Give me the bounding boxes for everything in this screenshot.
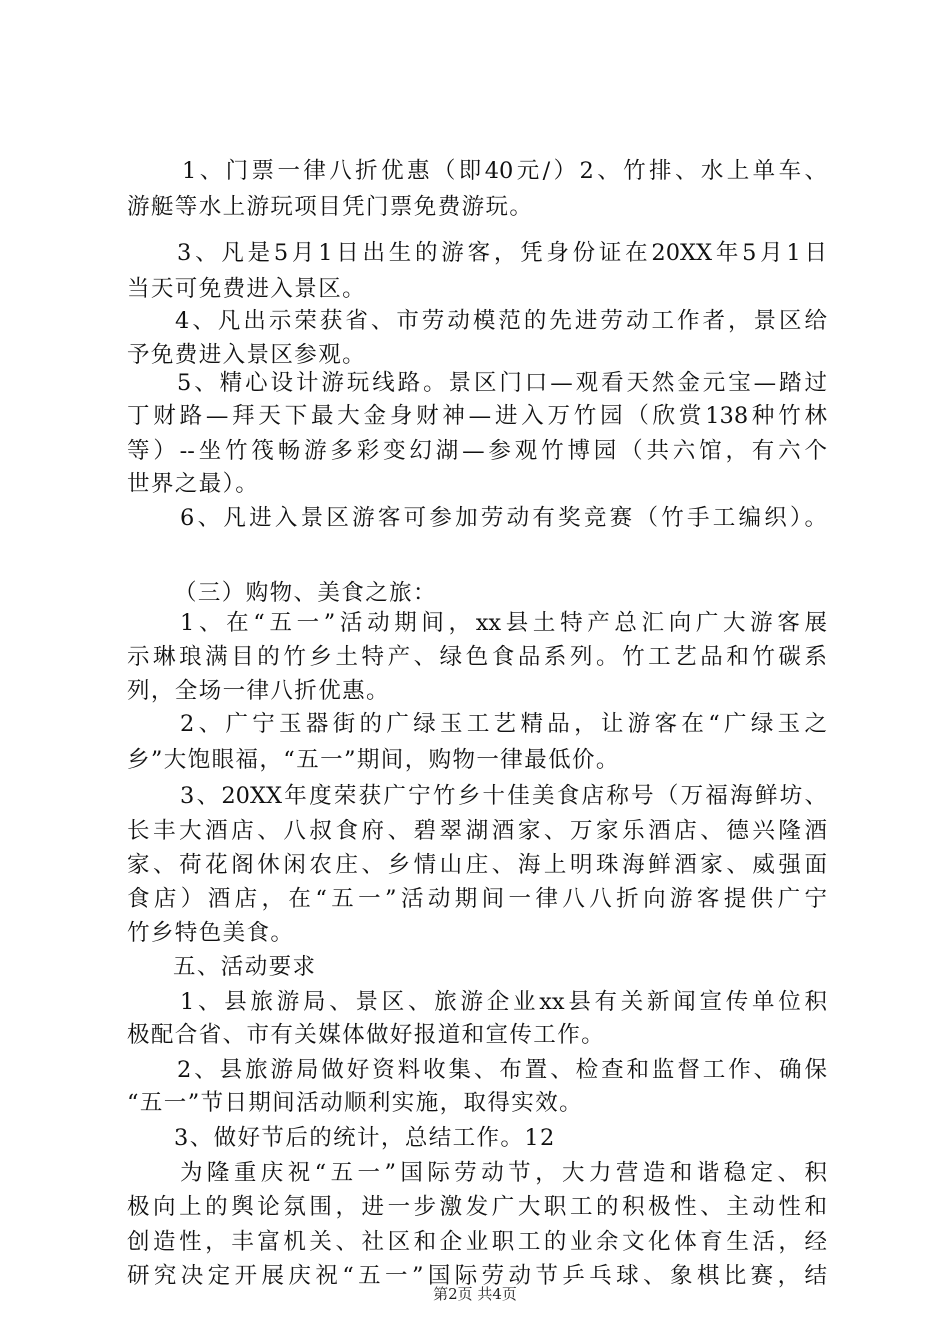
- section-heading: （三）购物、美食之旅：: [174, 580, 437, 606]
- text-line: 世界之最）。: [127, 471, 260, 497]
- text-line: 1、在“五一”活动期间，xx县土特产总汇向广大游客展: [180, 610, 827, 636]
- text-line: 当天可免费进入景区。: [127, 276, 367, 302]
- text-line: 研究决定开展庆祝“五一”国际劳动节乒乓球、象棋比赛，结: [127, 1263, 827, 1289]
- page-number-footer: 第2页 共4页: [433, 1285, 517, 1303]
- text-line: 示琳琅满目的竹乡土特产、绿色食品系列。竹工艺品和竹碳系: [127, 644, 827, 670]
- text-line: 6、凡进入景区游客可参加劳动有奖竞赛（竹手工编织）。: [180, 505, 827, 531]
- text-line: 3、凡是5月1日出生的游客，凭身份证在20XX年5月1日: [177, 240, 827, 266]
- text-line: 列，全场一律八折优惠。: [127, 678, 390, 704]
- text-line: 食店）酒店，在“五一”活动期间一律八八折向游客提供广宁: [127, 886, 827, 912]
- text-line: 竹乡特色美食。: [127, 920, 295, 946]
- text-line: 极向上的舆论氛围，进一步激发广大职工的积极性、主动性和: [127, 1194, 827, 1220]
- section-heading: 五、活动要求: [173, 954, 317, 980]
- text-line: 创造性，丰富机关、社区和企业职工的业余文化体育生活，经: [127, 1229, 827, 1255]
- text-line: 2、县旅游局做好资料收集、布置、检查和监督工作、确保: [177, 1057, 827, 1083]
- text-line: 4、凡出示荣获省、市劳动模范的先进劳动工作者，景区给: [175, 308, 827, 334]
- text-line: 2、广宁玉器街的广绿玉工艺精品，让游客在“广绿玉之: [180, 711, 827, 737]
- text-line: 1、门票一律八折优惠（即40元/）2、竹排、水上单车、: [182, 158, 827, 184]
- text-line: “五一”节日期间活动顺利实施，取得实效。: [127, 1090, 584, 1116]
- text-line: 极配合省、市有关媒体做好报道和宣传工作。: [127, 1022, 606, 1048]
- text-line: 1、县旅游局、景区、旅游企业xx县有关新闻宣传单位积: [180, 989, 827, 1015]
- text-line: 丁财路—拜天下最大金身财神—进入万竹园（欣赏138种竹林: [127, 403, 827, 429]
- text-line: 家、荷花阁休闲农庄、乡情山庄、海上明珠海鲜酒家、威强面: [127, 852, 827, 878]
- text-line: 为隆重庆祝“五一”国际劳动节，大力营造和谐稳定、积: [180, 1160, 827, 1186]
- text-line: 游艇等水上游玩项目凭门票免费游玩。: [127, 194, 534, 220]
- text-line: 5、精心设计游玩线路。景区门口—观看天然金元宝—踏过: [177, 370, 827, 396]
- text-line: 3、做好节后的统计，总结工作。12: [174, 1125, 556, 1151]
- text-line: 长丰大酒店、八叔食府、碧翠湖酒家、万家乐酒店、德兴隆酒: [127, 818, 827, 844]
- text-line: 3、20XX年度荣获广宁竹乡十佳美食店称号（万福海鲜坊、: [180, 783, 827, 809]
- text-line: 予免费进入景区参观。: [127, 342, 367, 368]
- text-line: 乡”大饱眼福，“五一”期间，购物一律最低价。: [127, 747, 620, 773]
- text-line: 等）--坐竹筏畅游多彩变幻湖—参观竹博园（共六馆，有六个: [127, 438, 827, 464]
